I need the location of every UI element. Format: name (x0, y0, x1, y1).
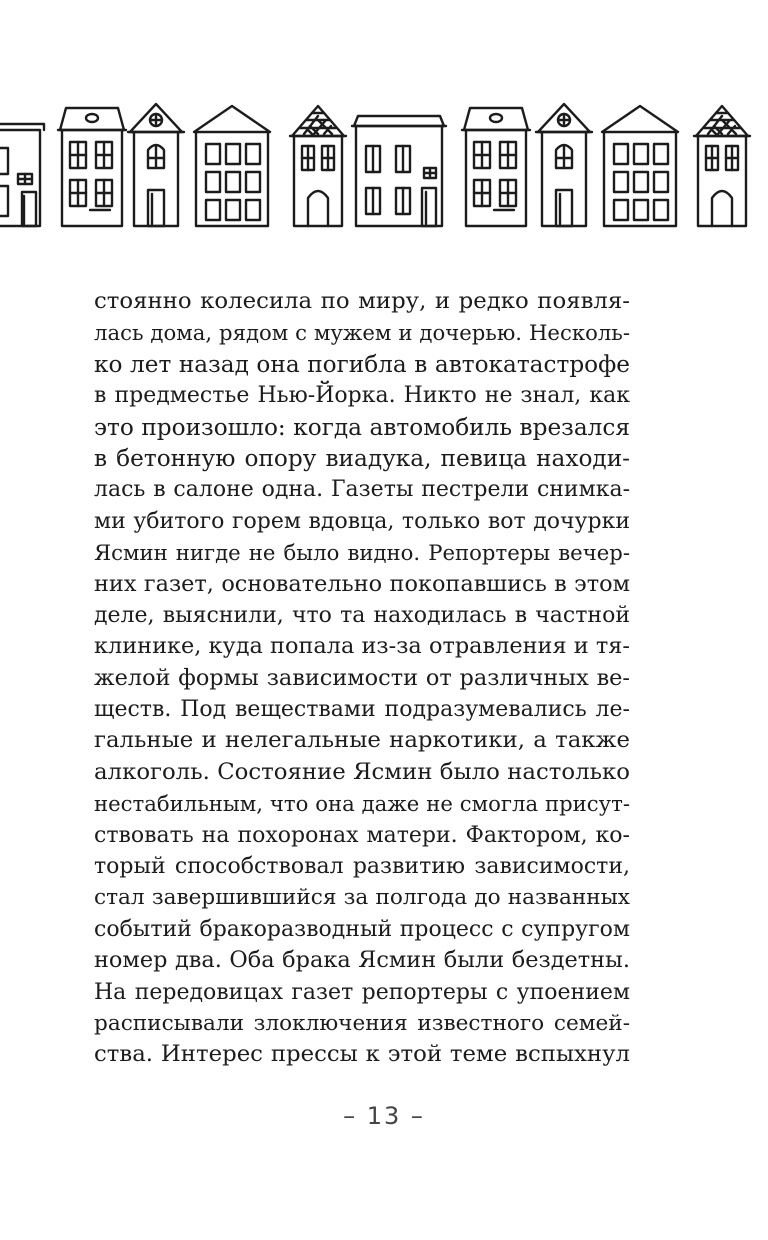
text-line: них газет, основательно покопавшись в этом (94, 570, 630, 597)
text-line: желой формы зависимости от различных ве- (94, 664, 630, 691)
house-icon (536, 104, 592, 226)
houses-header-ornament (0, 96, 768, 236)
house-icon (462, 108, 530, 226)
text-line: ства. Интерес прессы к этой теме вспыхнул (94, 1041, 630, 1068)
house-icon (602, 106, 678, 226)
text-line: стал завершившийся за полгода до названных (94, 885, 630, 911)
text-line: ко лет назад она погибла в автокатастрофе (94, 350, 630, 378)
house-icon (194, 106, 270, 226)
text-line: деле, выяснили, что та находилась в частной (94, 602, 630, 628)
text-line: ствовать на похоронах матери. Фактором, ко- (94, 822, 630, 848)
text-line: торый способствовал развитию зависимости, (94, 854, 630, 880)
text-line: На передовицах газет репортеры с упоением (94, 979, 630, 1005)
text-line: номер два. Оба брака Ясмин были бездетны. (94, 947, 630, 974)
text-line: ществ. Под веществами подразумевались ле- (94, 697, 630, 723)
text-line: клинике, куда попала из-за отравления и тя- (94, 633, 630, 660)
text-line: это произошло: когда автомобиль врезался (94, 413, 630, 441)
house-icon (58, 108, 126, 226)
text-line: в предместье Нью-Йорка. Никто не знал, как (94, 383, 630, 409)
body-text (94, 286, 630, 1071)
text-line: лась дома, рядом с мужем и дочерью. Несколь- (94, 320, 630, 346)
house-icon (128, 104, 184, 226)
text-line: событий бракоразводный процесс с супругом (94, 916, 630, 942)
house-icon (290, 106, 346, 226)
house-icon (694, 106, 750, 226)
text-line: ми убитого горем вдовца, только вот дочурки (94, 508, 630, 534)
house-icon (0, 124, 44, 226)
text-line: нестабильным, что она даже не смогла присут- (94, 791, 630, 817)
text-line: стоянно колесила по миру, и редко появля- (94, 288, 630, 314)
text-line: Ясмин нигде не было видно. Репортеры вечер- (94, 540, 630, 566)
text-line: гальные и нелегальные наркотики, а также (94, 727, 630, 754)
text-line: алкоголь. Состояние Ясмин было настолько (94, 758, 630, 785)
text-line: расписывали злоключения известного семей- (94, 1010, 630, 1036)
text-line: в бетонную опору виадука, певица находи- (94, 444, 630, 472)
page-number: – 13 – (343, 1102, 425, 1130)
house-icon (352, 116, 446, 226)
text-line: лась в салоне одна. Газеты пестрели снимка- (94, 477, 630, 503)
